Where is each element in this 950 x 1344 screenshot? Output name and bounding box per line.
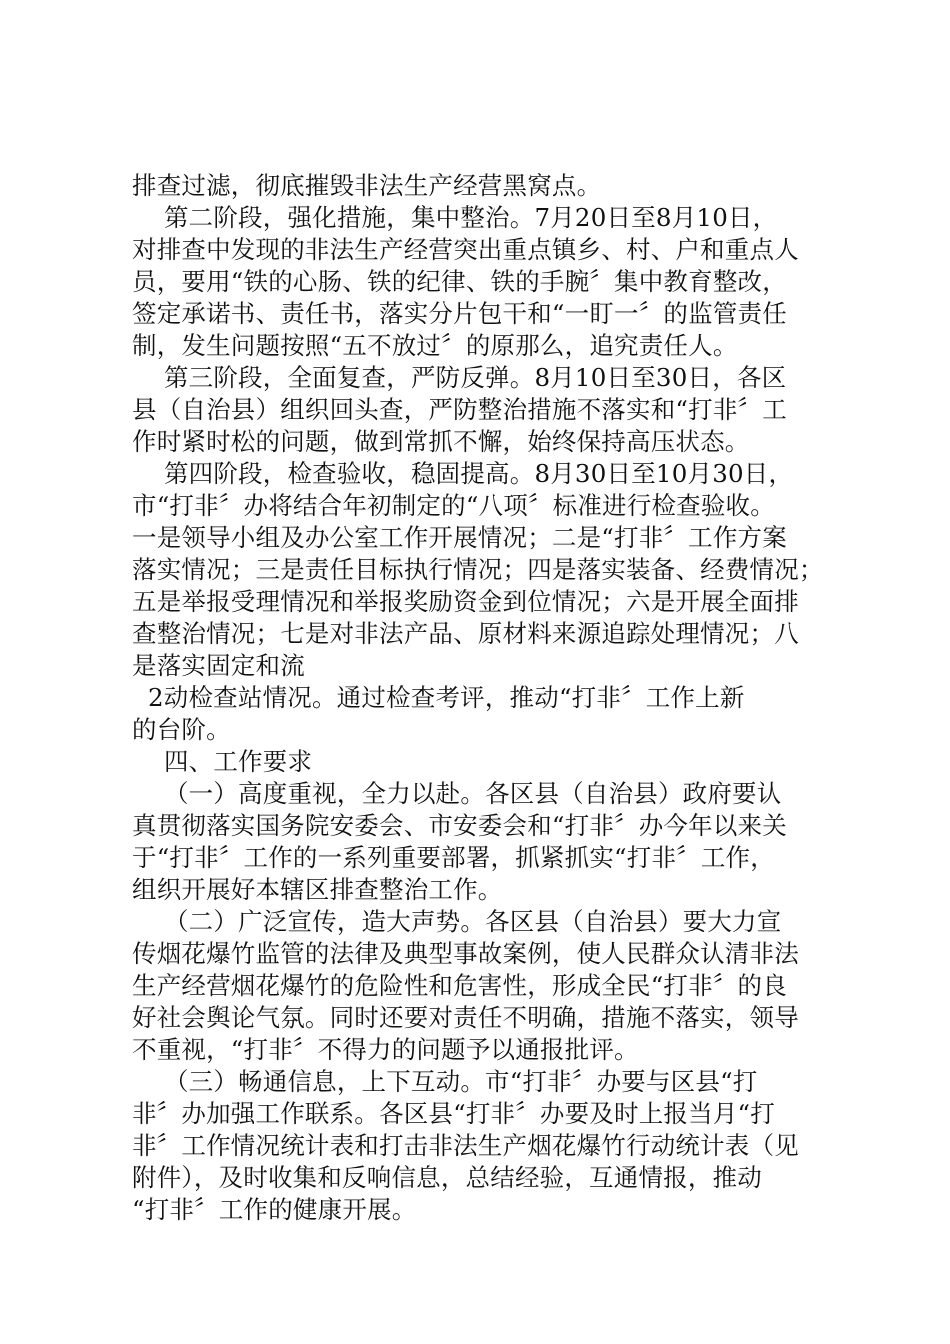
- text-line: 对排查中发现的非法生产经营突出重点镇乡、村、户和重点人: [132, 235, 799, 264]
- text-line: 市“打非〞办将结合年初制定的“八项〞标准进行检查验收。: [132, 491, 775, 520]
- text-line: 作时紧时松的问题，做到常抓不懈，始终保持高压状态。: [132, 427, 750, 456]
- text-line: 真贯彻落实国务院安委会、市安委会和“打非〞办今年以来关: [132, 811, 787, 840]
- text-line: 生产经营烟花爆竹的危险性和危害性，形成全民“打非〞的良: [132, 971, 787, 1000]
- text-line: 落实情况；三是责任目标执行情况；四是落实装备、经费情况；: [132, 555, 824, 584]
- text-line: 好社会舆论气氛。同时还要对责任不明确，措施不落实，领导: [132, 1003, 799, 1032]
- text-line: 查整治情况；七是对非法产品、原材料来源追踪处理情况；八: [132, 619, 799, 648]
- section-heading: 四、工作要求: [132, 747, 313, 776]
- text-line: 员，要用“铁的心肠、铁的纪律、铁的手腕〞集中教育整改，: [132, 267, 787, 296]
- text-line: 第二阶段，强化措施，集中整治。7月20日至8月10日，: [132, 203, 778, 232]
- text-line: 不重视，“打非〞不得力的问题予以通报批评。: [132, 1035, 639, 1064]
- text-line: 传烟花爆竹监管的法律及典型事故案例，使人民群众认清非法: [132, 939, 799, 968]
- text-line: 一是领导小组及办公室工作开展情况；二是“打非〞工作方案: [132, 523, 787, 552]
- text-line: “打非〞工作的健康开展。: [132, 1195, 417, 1224]
- text-line: 的台阶。: [132, 715, 231, 744]
- text-line: 第四阶段，检查验收，稳固提高。8月30日至10月30日，: [132, 459, 794, 488]
- text-line: （一）高度重视，全力以赴。各区县（自治县）政府要认: [132, 779, 782, 808]
- text-line: 是落实固定和流: [132, 651, 305, 680]
- text-line: 排查过滤，彻底摧毁非法生产经营黑窝点。: [132, 171, 602, 200]
- text-line: 非〞办加强工作联系。各区县“打非〞办要及时上报当月“打: [132, 1099, 775, 1128]
- text-line: 2动检查站情况。通过检查考评，推动“打非〞工作上新: [132, 683, 745, 712]
- text-line: 组织开展好本辖区排查整治工作。: [132, 875, 503, 904]
- text-line: 非〞工作情况统计表和打击非法生产烟花爆竹行动统计表（见: [132, 1131, 799, 1160]
- text-line: 制，发生问题按照“五不放过〞的原那么，追究责任人。: [132, 331, 738, 360]
- text-line: （二）广泛宣传，造大声势。各区县（自治县）要大力宣: [132, 907, 782, 936]
- text-line: （三）畅通信息，上下互动。市“打非〞办要与区县“打: [132, 1067, 758, 1096]
- text-line: 于“打非〞工作的一系列重要部署，抓紧抓实“打非〞工作，: [132, 843, 775, 872]
- text-line: 第三阶段，全面复查，严防反弹。8月10日至30日，各区: [132, 363, 787, 392]
- text-line: 附件），及时收集和反响信息，总结经验，互通情报，推动: [132, 1163, 762, 1192]
- text-line: 签定承诺书、责任书，落实分片包干和“一盯一〞的监管责任: [132, 299, 787, 328]
- text-line: 五是举报受理情况和举报奖励资金到位情况；六是开展全面排: [132, 587, 799, 616]
- text-line: 县（自治县）组织回头查，严防整治措施不落实和“打非〞工: [132, 395, 787, 424]
